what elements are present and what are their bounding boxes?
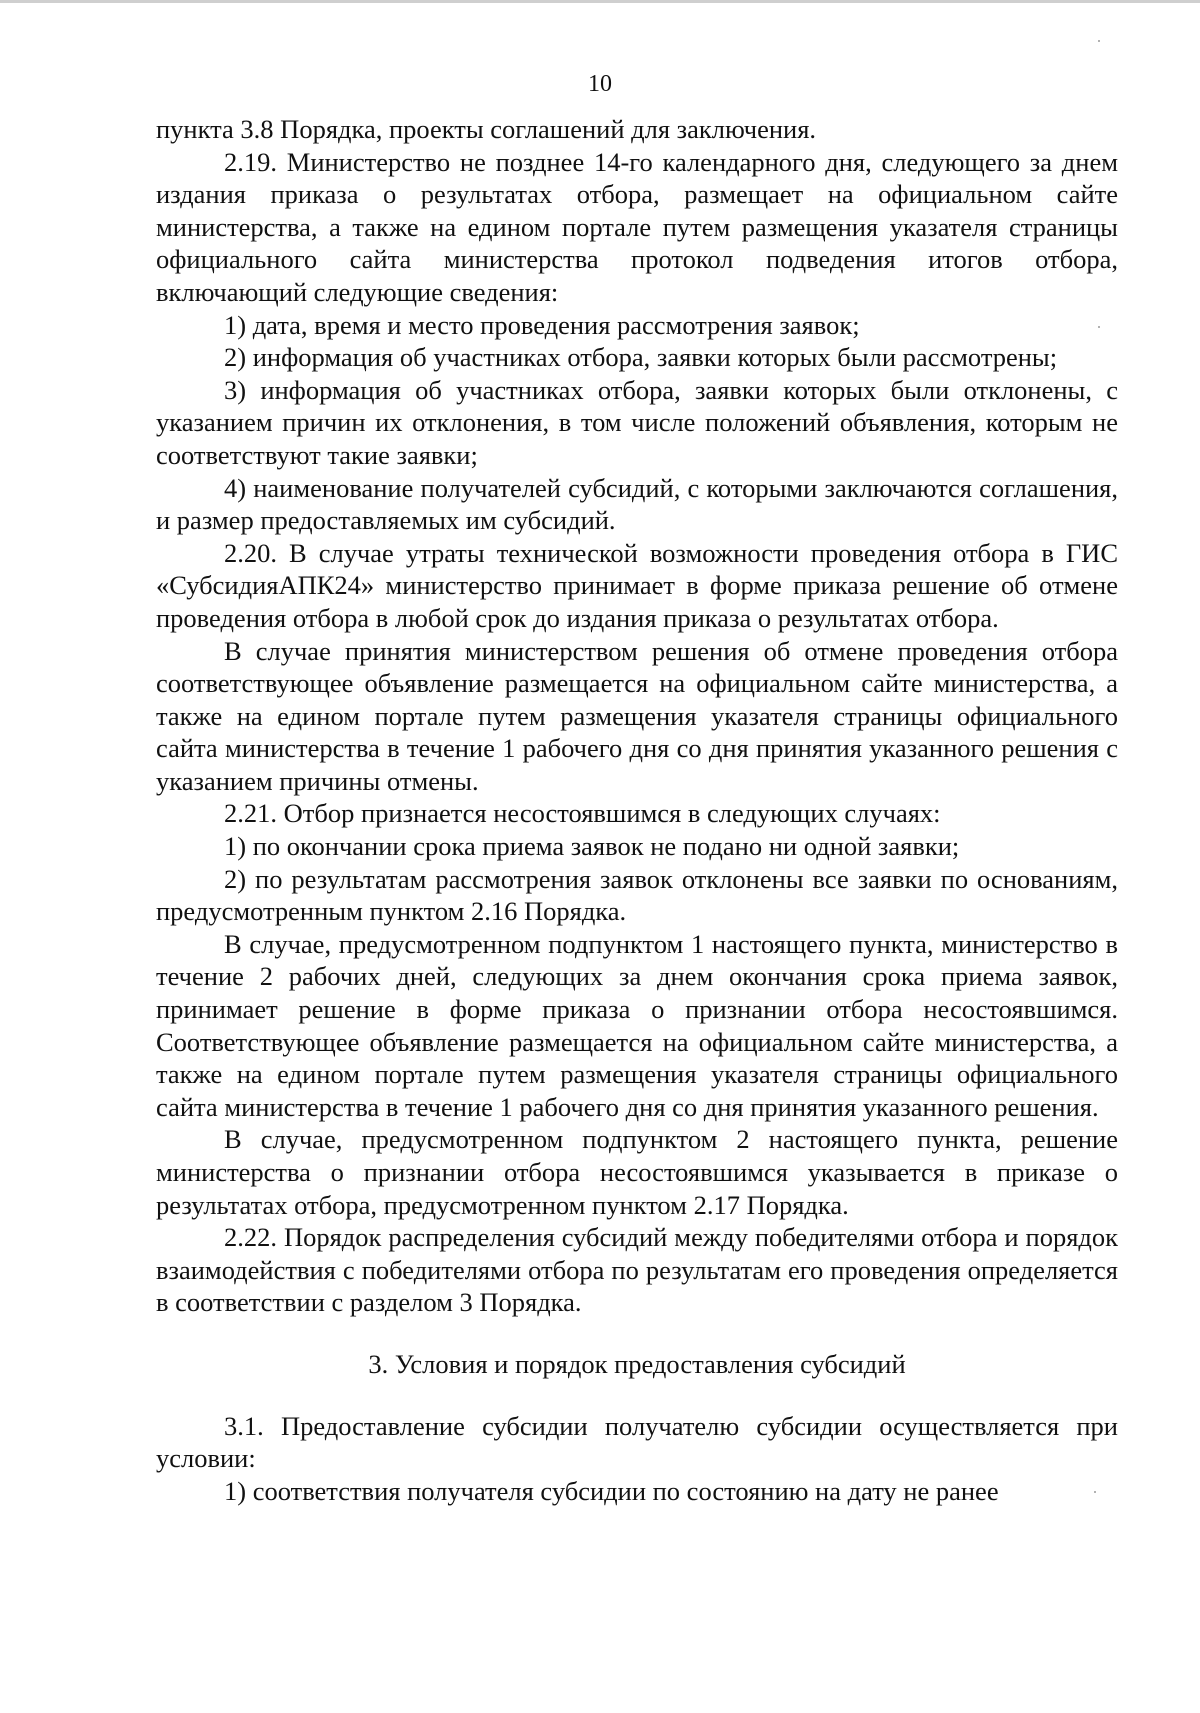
paragraph-case-2: В случае, предусмотренном подпунктом 2 настоящего пункта, решение министерства о признании отбора несостоявшимся указывается в приказе о результатах отбора, предусмотренном пунктом 2.17 Порядка.	[156, 1124, 1118, 1220]
scan-speck	[1094, 1491, 1096, 1493]
paragraph-case-1: В случае, предусмотренном подпунктом 1 настоящего пункта, министерство в течение 2 рабочих дней, следующих за днем окончания срока приема заявок, принимает решение в форме приказа о признании отбора несостоявшимся. Соответствующее объявление размещается на официальном сайте министерства, а также на едином портале путем размещения указателя страницы официального сайта министерства в течение 1 рабочего дня со дня принятия указанного решения.	[156, 928, 1118, 1122]
section-heading: 3. Условия и порядок предоставления субсидий	[368, 1348, 906, 1379]
paragraph-2-20-cancel: В случае принятия министерством решения об отмене проведения отбора соответствующее объявление размещается на официальном сайте министерства, а также на едином портале путем размещения указателя страницы официального сайта министерства в течение 1 рабочего дня со дня принятия указанного решения с указанием причины отмены.	[156, 635, 1118, 796]
paragraph-2-19: 2.19. Министерство не позднее 14-го календарного дня, следующего за днем издания приказа о результатах отбора, размещает на официальном сайте министерства, а также на едином портале путем размещения указателя страницы официального сайта министерства протокол подведения итогов отбора, включающий следующие сведения:	[156, 146, 1118, 307]
list-item-4: 4) наименование получателей субсидий, с которыми заключаются соглашения, и размер предоставляемых им субсидий.	[156, 472, 1118, 536]
list-item-2-21-1: 1) по окончании срока приема заявок не подано ни одной заявки;	[224, 831, 960, 862]
list-item-3-1-1: 1) соответствия получателя субсидии по состоянию на дату не ранее	[224, 1475, 999, 1506]
list-item-2: 2) информация об участниках отбора, заявки которых были рассмотрены;	[224, 342, 1058, 373]
scan-speck	[1098, 40, 1100, 42]
list-item-2-21-2: 2) по результатам рассмотрения заявок отклонены все заявки по основаниям, предусмотренным пунктом 2.16 Порядка.	[156, 863, 1118, 927]
page-top-edge	[0, 0, 1200, 3]
paragraph-2-20: 2.20. В случае утраты технической возможности проведения отбора в ГИС «СубсидияАПК24» министерство принимает в форме приказа решение об отмене проведения отбора в любой срок до издания приказа о результатах отбора.	[156, 537, 1118, 633]
paragraph-continuation: пункта 3.8 Порядка, проекты соглашений для заключения.	[156, 114, 817, 144]
paragraph-2-21: 2.21. Отбор признается несостоявшимся в следующих случаях:	[224, 798, 941, 829]
document-body	[156, 113, 1118, 1507]
scan-speck	[1098, 326, 1100, 328]
paragraph-3-1: 3.1. Предоставление субсидии получателю субсидии осуществляется при условии:	[156, 1410, 1118, 1474]
list-item-3: 3) информация об участниках отбора, заявки которых были отклонены, с указанием причин их отклонения, в том числе положений объявления, которым не соответствуют такие заявки;	[156, 374, 1118, 470]
paragraph-2-22: 2.22. Порядок распределения субсидий между победителями отбора и порядок взаимодействия с победителями отбора по результатам его проведения определяется в соответствии с разделом 3 Порядка.	[156, 1222, 1118, 1318]
page-number: 10	[588, 71, 612, 97]
list-item-1: 1) дата, время и место проведения рассмотрения заявок;	[224, 309, 860, 340]
